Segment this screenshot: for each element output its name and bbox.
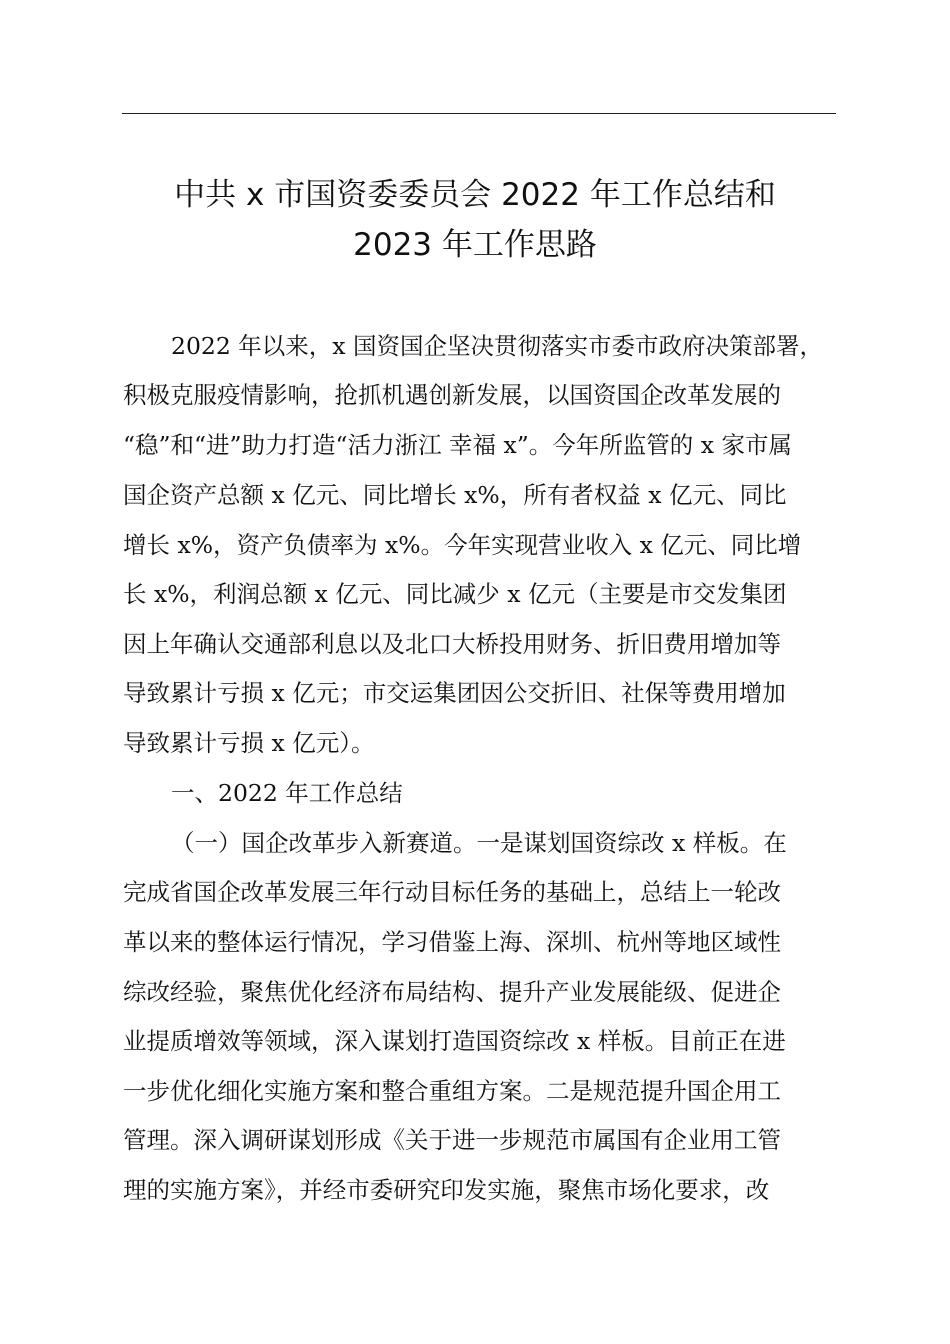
paragraph-line: 因上年确认交通部利息以及北口大桥投用财务、折旧费用增加等: [123, 630, 781, 658]
document-title-line-1: 中共 x 市国资委委员会 2022 年工作总结和: [174, 177, 776, 213]
paragraph-line: 一步优化细化实施方案和整合重组方案。二是规范提升国企用工: [123, 1077, 781, 1105]
paragraph-line: 增长 x%，资产负债率为 x%。今年实现营业收入 x 亿元、同比增: [123, 531, 802, 559]
paragraph-line: 管理。深入调研谋划形成《关于进一步规范市属国有企业用工管: [123, 1126, 781, 1154]
paragraph-line: 导致累计亏损 x 亿元；市交运集团因公交折旧、社保等费用增加: [123, 679, 786, 707]
header-rule: [122, 113, 836, 114]
paragraph-line: 导致累计亏损 x 亿元）。: [123, 729, 375, 757]
section-heading: 一、2022 年工作总结: [171, 779, 403, 807]
paragraph-line: 理的实施方案》，并经市委研究印发实施，聚焦市场化要求，改: [123, 1176, 770, 1204]
document-title-line-2: 2023 年工作思路: [353, 227, 597, 263]
paragraph-line: 综改经验，聚焦优化经济布局结构、提升产业发展能级、促进企: [123, 978, 781, 1006]
paragraph-line: 2022 年以来，x 国资国企坚决贯彻落实市委市政府决策部署，: [171, 332, 823, 360]
paragraph-line: 革以来的整体运行情况，学习借鉴上海、深圳、杭州等地区域性: [123, 928, 781, 956]
paragraph-line: 业提质增效等领域，深入谋划打造国资综改 x 样板。目前正在进: [123, 1027, 786, 1055]
paragraph-line: 完成省国企改革发展三年行动目标任务的基础上，总结上一轮改: [123, 878, 781, 906]
paragraph-line: “稳”和“进”助力打造“活力浙江 幸福 x”。今年所监管的 x 家市属: [123, 431, 792, 459]
paragraph-line: 国企资产总额 x 亿元、同比增长 x%，所有者权益 x 亿元、同比: [123, 481, 787, 509]
paragraph-line: （一）国企改革步入新赛道。一是谋划国资综改 x 样板。在: [171, 829, 787, 857]
paragraph-line: 长 x%，利润总额 x 亿元、同比减少 x 亿元（主要是市交发集团: [123, 580, 787, 608]
paragraph-line: 积极克服疫情影响，抢抓机遇创新发展，以国资国企改革发展的: [123, 381, 781, 409]
